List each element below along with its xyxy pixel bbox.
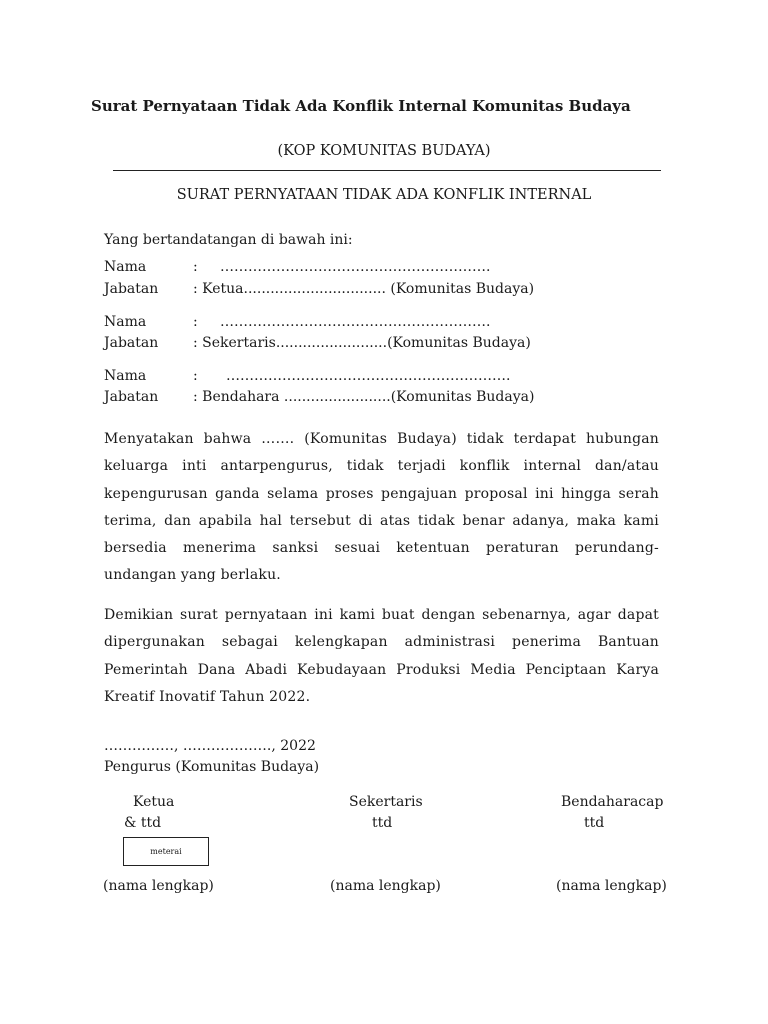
jabatan-label-bendahara: Jabatan [104,389,159,405]
letter-heading: SURAT PERNYATAAN TIDAK ADA KONFLIK INTERNAL [176,187,592,203]
nama-colon-bendahara: : [193,368,198,384]
kop-header: (KOP KOMUNITAS BUDAYA) [277,143,491,159]
bendahara-role: Bendaharacap [561,794,664,810]
ketua-note: & ttd [124,815,162,831]
nama-colon-sekretaris: : [193,314,198,330]
jabatan-label-sekretaris: Jabatan [104,335,159,351]
nama-value-bendahara: ……………………………………………………. [226,368,511,384]
sekretaris-name: (nama lengkap) [330,878,441,894]
bendahara-name: (nama lengkap) [556,878,667,894]
statement-paragraph: Menyatakan bahwa ……. (Komunitas Budaya) tidak terdapat hubungan keluarga inti antarpengurus, tidak terjadi konflik internal dan/atau kepengurusan ganda selama proses pengajuan proposal ini hingga serah terima, dan apabila hal tersebut di atas tidak benar adanya, maka kami bersedia menerima sanksi sesuai ketentuan peraturan perundang-undangan yang berlaku. [104,431,659,584]
date-line: ……………, ………………., 2022 [104,738,316,754]
nama-value-sekretaris: …………………………………………………. [220,314,491,330]
closing-paragraph: Demikian surat pernyataan ini kami buat dengan sebenarnya, agar dapat dipergunakan sebagai kelengkapan administrasi penerima Bantuan Pemerintah Dana Abadi Kebudayaan Produksi Media Penciptaan Karya Kreatif Inovatif Tahun 2022. [104,607,659,705]
pengurus-label: Pengurus (Komunitas Budaya) [104,759,320,775]
ketua-name: (nama lengkap) [103,878,214,894]
header-divider [113,170,661,171]
ketua-role: Ketua [133,794,175,810]
document-title: Surat Pernyataan Tidak Ada Konflik Internal Komunitas Budaya [91,97,631,115]
bendahara-note: ttd [584,815,605,831]
nama-label-sekretaris: Nama [104,314,147,330]
nama-label-bendahara: Nama [104,368,147,384]
sekretaris-role: Sekertaris [349,794,423,810]
nama-label-ketua: Nama [104,259,147,275]
jabatan-value-sekretaris: : Sekertaris.........................(Komunitas Budaya) [193,335,531,351]
sekretaris-note: ttd [372,815,393,831]
nama-value-ketua: …………………………………………………. [220,259,491,275]
materai-label: meterai [150,847,182,856]
materai-box [123,837,209,866]
nama-colon-ketua: : [193,259,198,275]
jabatan-value-bendahara: : Bendahara ........................(Komunitas Budaya) [193,389,535,405]
jabatan-value-ketua: : Ketua................................ (Komunitas Budaya) [193,281,535,297]
jabatan-label-ketua: Jabatan [104,281,159,297]
intro-text: Yang bertandatangan di bawah ini: [104,232,353,248]
